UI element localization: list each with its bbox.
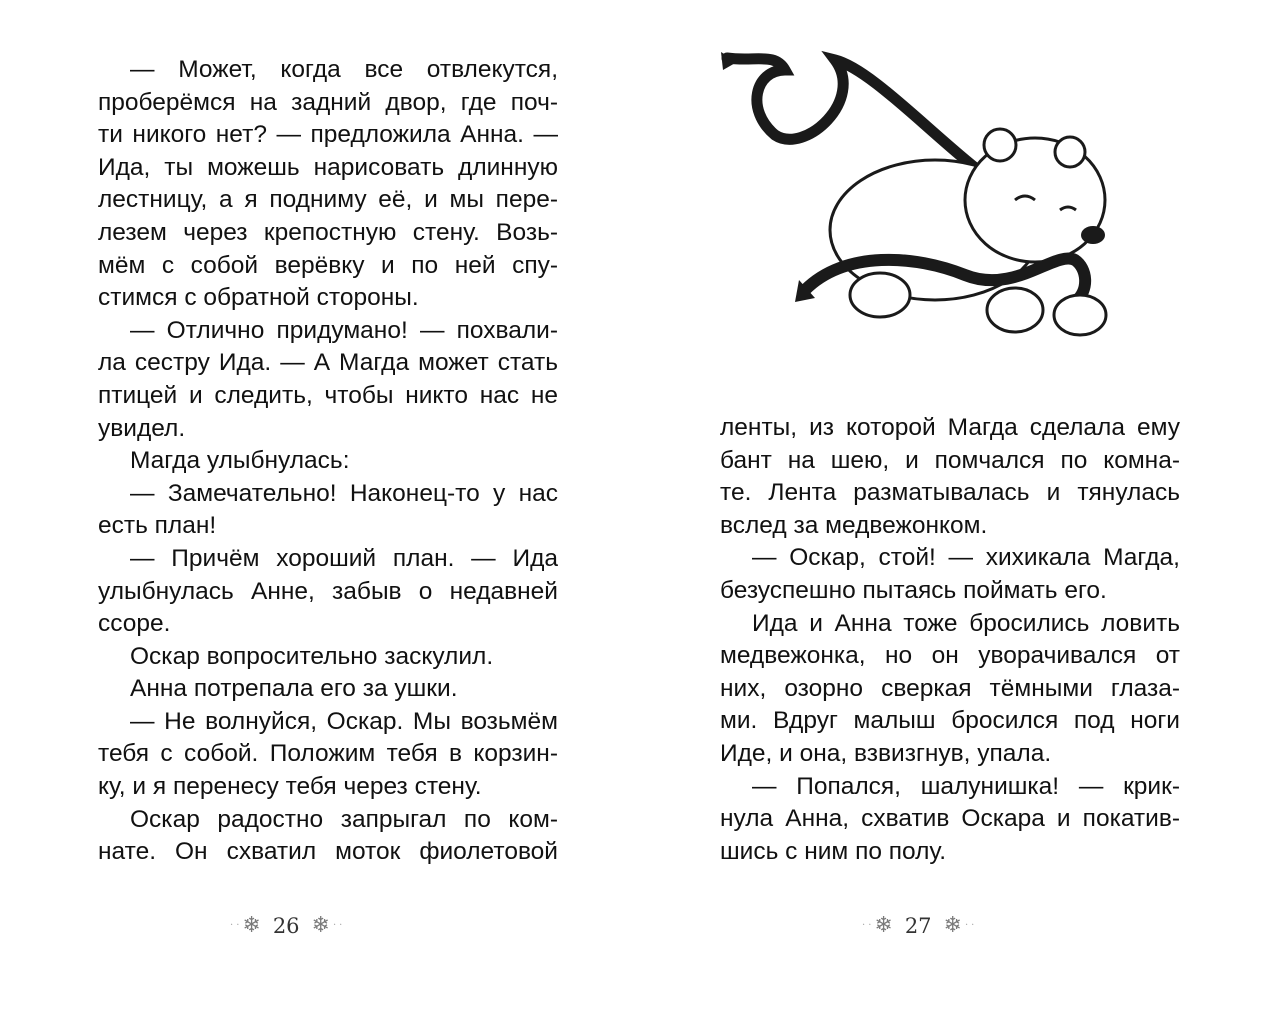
page-number-footer bbox=[862, 914, 974, 938]
snowflake-icon: ❄ bbox=[311, 913, 330, 938]
dot-icon: · bbox=[971, 920, 975, 931]
text-line: Магда улыбнулась: bbox=[130, 447, 350, 475]
bear-ear bbox=[984, 129, 1016, 161]
text-line: — Может, когда все отвлекутся, bbox=[130, 56, 558, 83]
dot-icon: · bbox=[339, 920, 343, 931]
text-line: стимся с обратной стороны. bbox=[98, 284, 419, 312]
left-page-text bbox=[98, 54, 558, 869]
right-page-text bbox=[720, 412, 1180, 868]
dot-icon: · bbox=[230, 920, 234, 931]
left-page bbox=[0, 0, 640, 1028]
text-line: нате. Он схватил моток фиолетовой bbox=[98, 838, 558, 866]
text-line: шись с ним по полу. bbox=[720, 837, 947, 865]
text-line: есть план! bbox=[98, 512, 217, 540]
text-line: — Замечательно! Наконец-то у нас bbox=[130, 479, 558, 507]
bear-cub-illustration bbox=[715, 40, 1155, 380]
text-line: ссоре. bbox=[98, 610, 171, 638]
snowflake-icon: ❄ bbox=[943, 913, 962, 938]
text-line: — Отлично придумано! — похвали- bbox=[130, 316, 558, 344]
text-line: Анна потрепала его за ушки. bbox=[130, 675, 458, 703]
text-line: тебя с собой. Положим тебя в корзин- bbox=[98, 740, 558, 768]
text-line: бант на шею, и помчался по комна- bbox=[720, 446, 1180, 474]
dot-icon: · bbox=[332, 920, 337, 931]
text-line: птицей и следить, чтобы никто нас не bbox=[98, 381, 558, 409]
text-line: нула Анна, схватив Оскара и покатив- bbox=[720, 805, 1180, 833]
text-line: безуспешно пытаясь поймать его. bbox=[720, 576, 1107, 604]
dot-icon: · bbox=[236, 920, 240, 931]
snowflake-ornament-left bbox=[230, 915, 261, 937]
text-line: медвежонка, но он уворачивался от bbox=[720, 642, 1180, 670]
text-line: лестницу, а я подниму её, и мы пере- bbox=[98, 186, 558, 214]
bear-nose-icon bbox=[1081, 226, 1105, 244]
bear-leg bbox=[987, 288, 1043, 332]
text-line: улыбнулась Анне, забыв о недавней bbox=[98, 577, 558, 605]
text-line: них, озорно сверкая тёмными глаза- bbox=[720, 674, 1180, 702]
text-line: лезем через крепостную стену. Возь- bbox=[98, 218, 558, 246]
text-line: ти никого нет? — предложила Анна. — bbox=[98, 121, 558, 149]
text-line: — Причём хороший план. — Ида bbox=[130, 544, 558, 572]
bear-leg bbox=[850, 273, 910, 317]
text-line: — Попался, шалунишка! — крик- bbox=[752, 772, 1180, 800]
snowflake-ornament-left bbox=[862, 915, 893, 937]
bear-paw bbox=[1054, 295, 1106, 335]
page-number-footer bbox=[230, 914, 342, 938]
text-line: те. Лента разматывалась и тянулась bbox=[720, 479, 1180, 507]
text-line: проберёмся на задний двор, где поч- bbox=[98, 88, 558, 116]
text-line: ми. Вдруг малыш бросился под ноги bbox=[720, 707, 1180, 735]
dot-icon: · bbox=[964, 920, 969, 931]
dot-icon: · bbox=[868, 920, 872, 931]
text-line: увидел. bbox=[98, 414, 186, 442]
text-line: Ида и Анна тоже бросились ловить bbox=[752, 609, 1180, 637]
text-line: ку, и я перенесу тебя через стену. bbox=[98, 773, 482, 801]
text-line: Ида, ты можешь нарисовать длинную bbox=[98, 153, 558, 181]
page-number: 27 bbox=[904, 914, 932, 938]
page-number: 26 bbox=[272, 914, 300, 938]
text-line: мём с собой верёвку и по ней спу- bbox=[98, 251, 558, 279]
text-line: — Оскар, стой! — хихикала Магда, bbox=[752, 544, 1180, 572]
text-line: ленты, из которой Магда сделала ему bbox=[720, 414, 1180, 441]
text-line: Оскар вопросительно заскулил. bbox=[130, 642, 494, 670]
dot-icon: · bbox=[862, 920, 866, 931]
text-line: ла сестру Ида. — А Магда может стать bbox=[98, 349, 558, 377]
text-line: — Не волнуйся, Оскар. Мы возьмём bbox=[130, 707, 558, 735]
right-page bbox=[640, 0, 1281, 1028]
text-line: Оскар радостно запрыгал по ком- bbox=[130, 805, 558, 833]
snowflake-icon: ❄ bbox=[242, 913, 261, 938]
snowflake-icon: ❄ bbox=[874, 913, 893, 938]
text-line: Иде, и она, взвизгнув, упала. bbox=[720, 739, 1052, 767]
snowflake-ornament-right bbox=[312, 915, 343, 937]
bear-ear bbox=[1055, 137, 1085, 167]
text-line: вслед за медвежонком. bbox=[720, 511, 988, 539]
snowflake-ornament-right bbox=[944, 915, 975, 937]
